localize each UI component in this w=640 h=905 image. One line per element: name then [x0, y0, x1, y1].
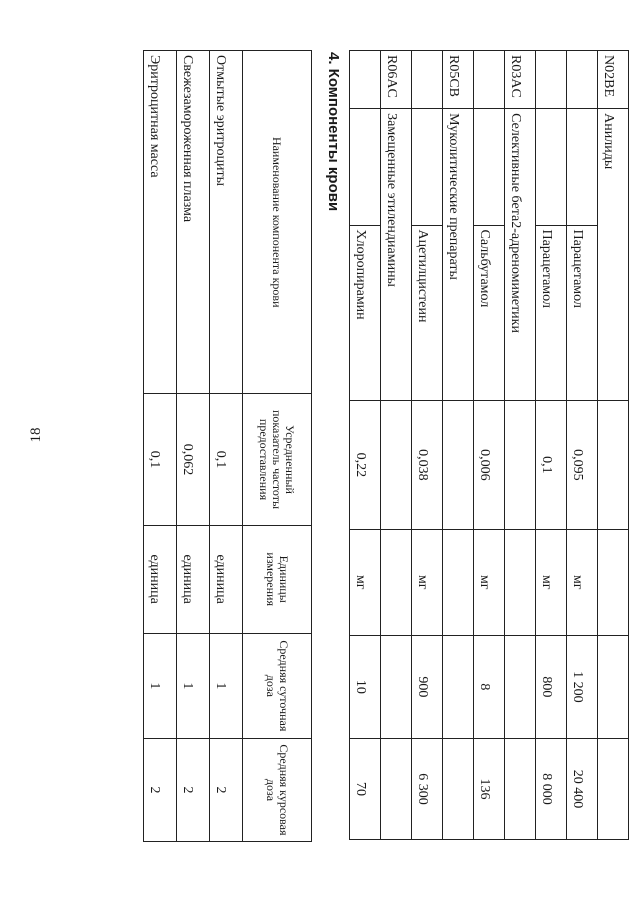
blood-components-table [143, 50, 312, 842]
course-dose-cell: 2 [177, 738, 210, 841]
daily-dose-cell: 8 [474, 635, 505, 738]
course-dose-cell [505, 738, 536, 839]
drug-group-cell: Селективные бета2-адреномиметики [505, 109, 536, 401]
atc-code-cell [474, 51, 505, 109]
daily-dose-cell [443, 635, 474, 738]
atc-code-cell [412, 51, 443, 109]
component-name-cell: Отмытые эритроциты [210, 51, 243, 394]
table-header-row [243, 51, 312, 842]
atc-code-cell: R05CB [443, 51, 474, 109]
drug-group-cell: Муколитические препараты [443, 109, 474, 401]
drug-name-cell: Сальбутамол [474, 225, 505, 401]
drug-group-cell: Замещенные этилендиамины [381, 109, 412, 401]
course-dose-cell: 20 400 [567, 738, 598, 839]
component-name-cell: Свежезамороженная плазма [177, 51, 210, 394]
drug-name-cell: Хлоропирамин [350, 225, 381, 401]
daily-dose-cell: 10 [350, 635, 381, 738]
frequency-cell [598, 401, 629, 530]
frequency-cell [505, 401, 536, 530]
component-name-cell: Эритроцитная масса [144, 51, 177, 394]
table-row [412, 51, 443, 840]
frequency-cell: 0,095 [567, 401, 598, 530]
frequency-cell: 0,038 [412, 401, 443, 530]
course-dose-cell: 2 [210, 738, 243, 841]
unit-cell: единица [144, 525, 177, 633]
daily-dose-cell: 1 [177, 633, 210, 738]
frequency-cell: 0,062 [177, 394, 210, 525]
table-row [567, 51, 598, 840]
unit-cell: мг [412, 529, 443, 635]
daily-dose-cell [505, 635, 536, 738]
daily-dose-cell: 1 200 [567, 635, 598, 738]
page-number: 18 [28, 427, 44, 443]
table-row [381, 51, 412, 840]
course-dose-cell [443, 738, 474, 839]
table-row [598, 51, 629, 840]
atc-code-cell: R03AC [505, 51, 536, 109]
table-row [443, 51, 474, 840]
course-dose-cell [598, 738, 629, 839]
table-row [144, 51, 177, 842]
course-dose-cell: 6 300 [412, 738, 443, 839]
unit-cell [598, 529, 629, 635]
frequency-cell: 0,006 [474, 401, 505, 530]
drug-group-cell [350, 109, 381, 225]
daily-dose-cell [598, 635, 629, 738]
course-dose-cell: 70 [350, 738, 381, 839]
unit-cell: мг [567, 529, 598, 635]
frequency-cell: 0,1 [210, 394, 243, 525]
daily-dose-cell: 1 [210, 633, 243, 738]
frequency-cell [443, 401, 474, 530]
table-row [474, 51, 505, 840]
course-dose-cell: 8 000 [536, 738, 567, 839]
unit-cell: единица [177, 525, 210, 633]
unit-cell [505, 529, 536, 635]
frequency-cell [381, 401, 412, 530]
unit-cell [381, 529, 412, 635]
drug-group-cell [474, 109, 505, 225]
column-header: Единицы измерения [243, 525, 312, 633]
drug-name-cell: Ацетилцистеин [412, 225, 443, 401]
table-row [505, 51, 536, 840]
course-dose-cell: 136 [474, 738, 505, 839]
drug-name-cell: Парацетамол [567, 225, 598, 401]
column-header: Средняя суточная доза [243, 633, 312, 738]
drug-group-cell [412, 109, 443, 225]
drug-group-cell [567, 109, 598, 225]
table-row [177, 51, 210, 842]
drug-name-cell: Парацетамол [536, 225, 567, 401]
frequency-cell: 0,1 [144, 394, 177, 525]
column-header: Средняя курсовая доза [243, 738, 312, 841]
frequency-cell: 0,22 [350, 401, 381, 530]
unit-cell: единица [210, 525, 243, 633]
table-row [210, 51, 243, 842]
atc-code-cell [350, 51, 381, 109]
frequency-cell: 0,1 [536, 401, 567, 530]
atc-code-cell: R06AC [381, 51, 412, 109]
unit-cell: мг [350, 529, 381, 635]
course-dose-cell: 2 [144, 738, 177, 841]
table-row [536, 51, 567, 840]
daily-dose-cell: 1 [144, 633, 177, 738]
section-title: 4. Компоненты крови [325, 52, 342, 212]
unit-cell: мг [536, 529, 567, 635]
atc-code-cell [567, 51, 598, 109]
drug-group-cell [536, 109, 567, 225]
unit-cell [443, 529, 474, 635]
drug-dosage-table [349, 50, 629, 840]
atc-code-cell [536, 51, 567, 109]
drug-group-cell: Анилиды [598, 109, 629, 401]
column-header: Усредненный показатель частоты предоставления [243, 394, 312, 525]
table-row [350, 51, 381, 840]
course-dose-cell [381, 738, 412, 839]
daily-dose-cell [381, 635, 412, 738]
atc-code-cell: N02BE [598, 51, 629, 109]
column-header: Наименование компонента крови [243, 51, 312, 394]
daily-dose-cell: 900 [412, 635, 443, 738]
daily-dose-cell: 800 [536, 635, 567, 738]
unit-cell: мг [474, 529, 505, 635]
